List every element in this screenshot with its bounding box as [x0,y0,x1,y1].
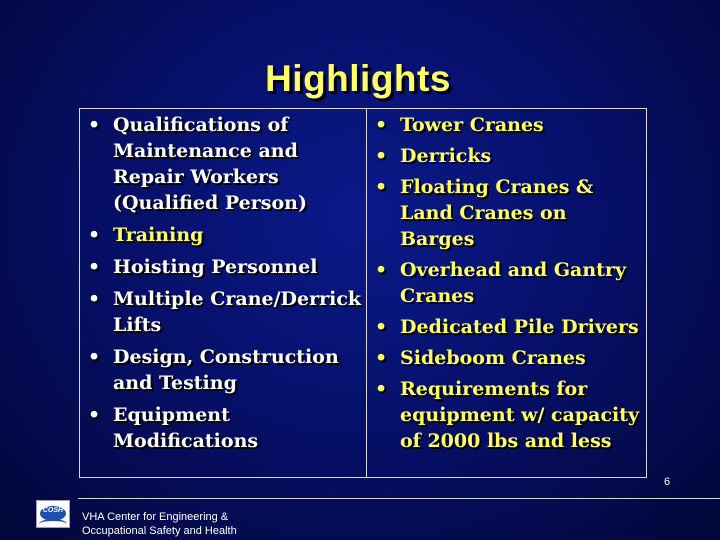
list-item: • Derricks [372,143,647,169]
footer-line-1: VHA Center for Engineering & [82,511,229,523]
right-bullet-list [372,112,647,459]
cosh-logo-icon [36,500,70,528]
footer-line-2: Occupational Safety and Health [82,525,237,537]
page-number: 6 [664,476,671,488]
list-item: • Hoisting Personnel [85,254,365,280]
footer-rule [78,498,720,499]
list-item: • Equipment Modifications [85,402,365,454]
list-item: • Multiple Crane/Derrick Lifts [85,286,365,338]
list-item: • Floating Cranes & Land Cranes on Barges [372,174,647,252]
column-divider [366,108,367,478]
list-item: • Training [85,222,365,248]
footer-organization [82,510,237,538]
logo-text: COSH [42,507,64,514]
slide-title: Highlights [265,58,451,99]
list-item: • Qualifications of Maintenance and Repair Workers (Qualified Person) [85,112,365,216]
list-item: • Requirements for equipment w/ capacity of 2000 lbs and less [372,376,647,454]
logo-swoosh [39,519,67,528]
list-item: • Dedicated Pile Drivers [372,314,647,340]
list-item: • Tower Cranes [372,112,647,138]
left-bullet-list [85,112,365,460]
list-item: • Design, Construction and Testing [85,344,365,396]
list-item: • Overhead and Gantry Cranes [372,257,647,309]
list-item: • Sideboom Cranes [372,345,647,371]
